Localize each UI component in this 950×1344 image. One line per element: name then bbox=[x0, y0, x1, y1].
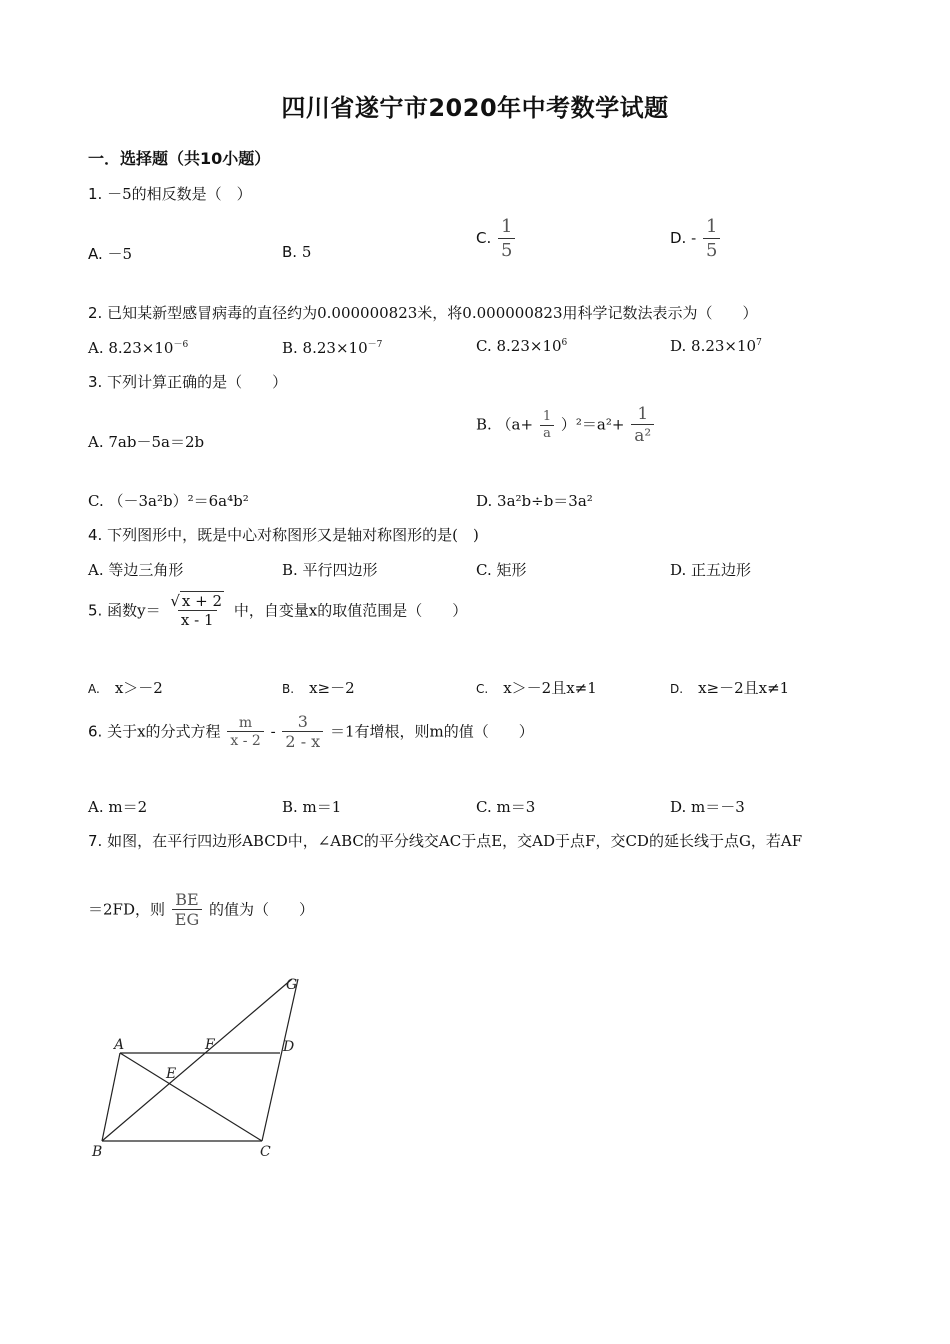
fraction: $\frac{1}{5}$ bbox=[498, 216, 515, 262]
question-stem: 下列计算正确的是（ ） bbox=[107, 373, 288, 391]
question-stem: 下列图形中，既是中心对称图形又是轴对称图形的是( ) bbox=[107, 526, 479, 544]
fraction: $\frac{1}{\text{a²}}$ bbox=[631, 404, 654, 447]
question-stem: 已知某新型感冒病毒的直径约为0.000000823米，将0.000000823用科学记数法表示为（ ） bbox=[107, 304, 758, 322]
question-4: 4. 下列图形中，既是中心对称图形又是轴对称图形的是( ) bbox=[88, 526, 479, 544]
fraction: $\frac{√ x + 2}{x - 1}$ bbox=[170, 592, 223, 629]
parallelogram-figure bbox=[80, 965, 320, 1165]
fraction: $\frac{BE}{EG}$ bbox=[172, 890, 202, 931]
page-title: 四川省遂宁市2020年中考数学试题 bbox=[281, 94, 669, 122]
label-d: D bbox=[283, 1039, 295, 1055]
question-stem: 如图，在平行四边形ABCD中，∠ABC的平分线交AC于点E，交AD于点F，交CD的延长线于点G，若AF bbox=[107, 832, 803, 850]
question-7: 7. 如图，在平行四边形ABCD中，∠ABC的平分线交AC于点E，交AD于点F，交CD的延长线于点G，若AF bbox=[88, 832, 803, 850]
question-stem: －5的相反数是（ ） bbox=[107, 185, 252, 203]
q4-option-c: C. 矩形 bbox=[476, 561, 527, 579]
question-5: 5. 函数y＝ $\frac{√ x + 2}{x - 1}$ 中，自变量x的取值范围是（ ） bbox=[88, 592, 468, 629]
q3-option-c: C. （－3a²b）²＝6a⁴b² bbox=[88, 492, 249, 510]
q2-option-c: C. $8.23\times 10^6$ bbox=[476, 337, 568, 355]
label-e: E bbox=[166, 1066, 177, 1082]
section-heading: 一．选择题（共10小题） bbox=[88, 149, 271, 168]
question-1 bbox=[88, 183, 252, 204]
label-g: G bbox=[286, 977, 298, 993]
q6-option-c: C. m＝3 bbox=[476, 798, 536, 816]
q1-option-c: C. $\frac{1}{5}$ bbox=[476, 216, 517, 262]
q5-option-d: D. x≥－2且x≠1 bbox=[670, 679, 790, 697]
label-c: C bbox=[260, 1144, 271, 1160]
label-a: A bbox=[114, 1037, 125, 1053]
question-3: 3. 下列计算正确的是（ ） bbox=[88, 373, 288, 391]
q3-option-d: D. 3a²b÷b＝3a² bbox=[476, 492, 593, 510]
q4-option-b: B. 平行四边形 bbox=[282, 561, 378, 579]
q2-option-b: B. $8.23\times 10^{-7}$ bbox=[282, 339, 383, 357]
q5-option-a: A. x＞－2 bbox=[88, 679, 163, 697]
q3-option-a: A. 7ab－5a＝2b bbox=[88, 433, 205, 451]
q6-option-a: A. m＝2 bbox=[88, 798, 148, 816]
question-number: 1. bbox=[88, 185, 103, 203]
q3-option-b: B. （a+ $\frac{1}{a}$ ）²＝a²+ $\frac{1}{\text{a²}}$ bbox=[476, 404, 656, 447]
segment-cg bbox=[262, 979, 298, 1141]
question-7-line-2: ＝2FD，则 $\frac{BE}{EG}$ 的值为（ ） bbox=[88, 890, 315, 930]
q5-option-b: B. x≥－2 bbox=[282, 679, 355, 697]
q2-option-a: A. $8.23\times 10^{-6}$ bbox=[88, 339, 189, 357]
fraction: $\frac{3}{2 - x}$ bbox=[282, 712, 323, 753]
q1-option-a: A. －5 bbox=[88, 245, 133, 263]
fraction: $\frac{1}{5}$ bbox=[703, 216, 720, 262]
label-b: B bbox=[92, 1144, 103, 1160]
fraction: $\frac{1}{a}$ bbox=[540, 409, 554, 442]
q4-option-d: D. 正五边形 bbox=[670, 561, 752, 579]
q1-option-d: D. - $\frac{1}{5}$ bbox=[670, 216, 722, 262]
label-f: F bbox=[205, 1037, 215, 1053]
question-2: 2. 已知某新型感冒病毒的直径约为0.000000823米，将0.000000823用科学记数法表示为（ ） bbox=[88, 304, 758, 322]
fraction: $\frac{m}{x - 2}$ bbox=[227, 715, 263, 751]
q6-option-d: D. m＝－3 bbox=[670, 798, 745, 816]
q1-option-b: B. 5 bbox=[282, 243, 312, 261]
q2-option-d: D. $8.23\times 10^7$ bbox=[670, 337, 762, 355]
segment-ac bbox=[120, 1053, 262, 1141]
q5-option-c: C. x＞－2且x≠1 bbox=[476, 679, 597, 697]
question-6: 6. 关于x的分式方程 $\frac{m}{x - 2}$ - $\frac{3}{2 - x}$ ＝1有增根，则m的值（ ） bbox=[88, 712, 534, 752]
q4-option-a: A. 等边三角形 bbox=[88, 561, 184, 579]
q6-option-b: B. m＝1 bbox=[282, 798, 342, 816]
